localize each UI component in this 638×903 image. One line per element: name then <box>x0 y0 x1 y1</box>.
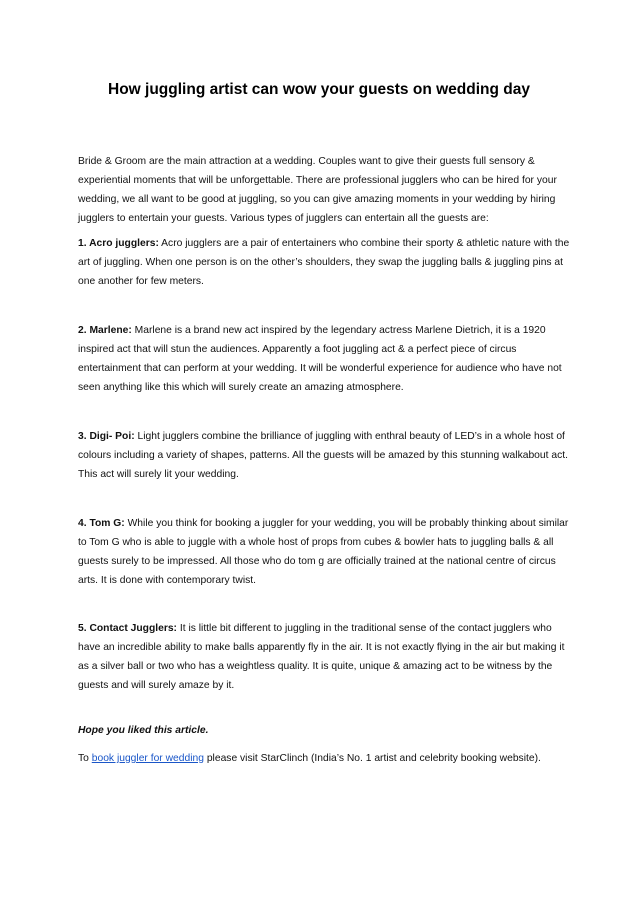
section-contact-jugglers <box>78 619 570 695</box>
section-body: It is little bit different to juggling in the traditional sense of the contact jugglers who have an incredible ability to make balls apparently fly in the air. It is not exactly flying in the air but making it as a silver ball or two who has a weightless quality. It is quite, unique & amazing act to be witness by the guests and will surely amaze by it. <box>78 623 565 691</box>
section-body: Light jugglers combine the brilliance of juggling with enthral beauty of LED’s in a whole host of colours including a variety of shapes, patterns. All the guests will be amazed by this stunning walkabout act. This act will surely lit your wedding. <box>78 431 568 480</box>
section-acro-jugglers <box>78 234 570 291</box>
section-heading: 3. Digi- Poi: <box>78 431 135 442</box>
cta-paragraph <box>78 749 570 768</box>
book-juggler-link[interactable]: book juggler for wedding <box>91 753 204 764</box>
section-body: Marlene is a brand new act inspired by the legendary actress Marlene Dietrich, it is a 1920 inspired act that will stun the audiences. Apparently a foot juggling act & a perfect piece of circus entertainment that can perform at your wedding. It will be wonderful experience for audience who have not seen anything like this which will surely create an amazing atmosphere. <box>78 325 562 393</box>
intro-paragraph: Bride & Groom are the main attraction at a wedding. Couples want to give their guests full sensory & experiential moments that will be unforgettable. There are professional jugglers who can be hired for your wedding, we all want to be good at juggling, so you can give amazing moments in your wedding by hiring jugglers to entertain your guests. Various types of jugglers can entertain all the guests are: <box>78 156 557 224</box>
section-body: Acro jugglers are a pair of entertainers who combine their sporty & athletic nature with the art of juggling. When one person is on the other’s shoulders, they swap the juggling balls & juggling pins at one another for few meters. <box>78 238 570 287</box>
section-heading: 1. Acro jugglers: <box>78 238 159 249</box>
section-heading: 4. Tom G: <box>78 518 125 529</box>
section-body: While you think for booking a juggler for your wedding, you will be probably thinking about similar to Tom G who is able to juggle with a whole host of props from cubes & bowler hats to juggling balls & all guests surely to be impressed. All those who do tom g are officially trained at the national centre of circus arts. It is done with contemporary twist. <box>78 518 569 586</box>
section-digi-poi <box>78 427 570 484</box>
cta-prefix: To <box>78 753 89 764</box>
section-heading: 2. Marlene: <box>78 325 132 336</box>
closing-line: Hope you liked this article. <box>78 725 209 736</box>
section-marlene <box>78 321 570 397</box>
section-heading: 5. Contact Jugglers: <box>78 623 177 634</box>
document-title: How juggling artist can wow your guests on wedding day <box>108 81 530 98</box>
cta-suffix: please visit StarClinch (India’s No. 1 artist and celebrity booking website). <box>206 753 541 764</box>
section-tom-g <box>78 514 570 590</box>
